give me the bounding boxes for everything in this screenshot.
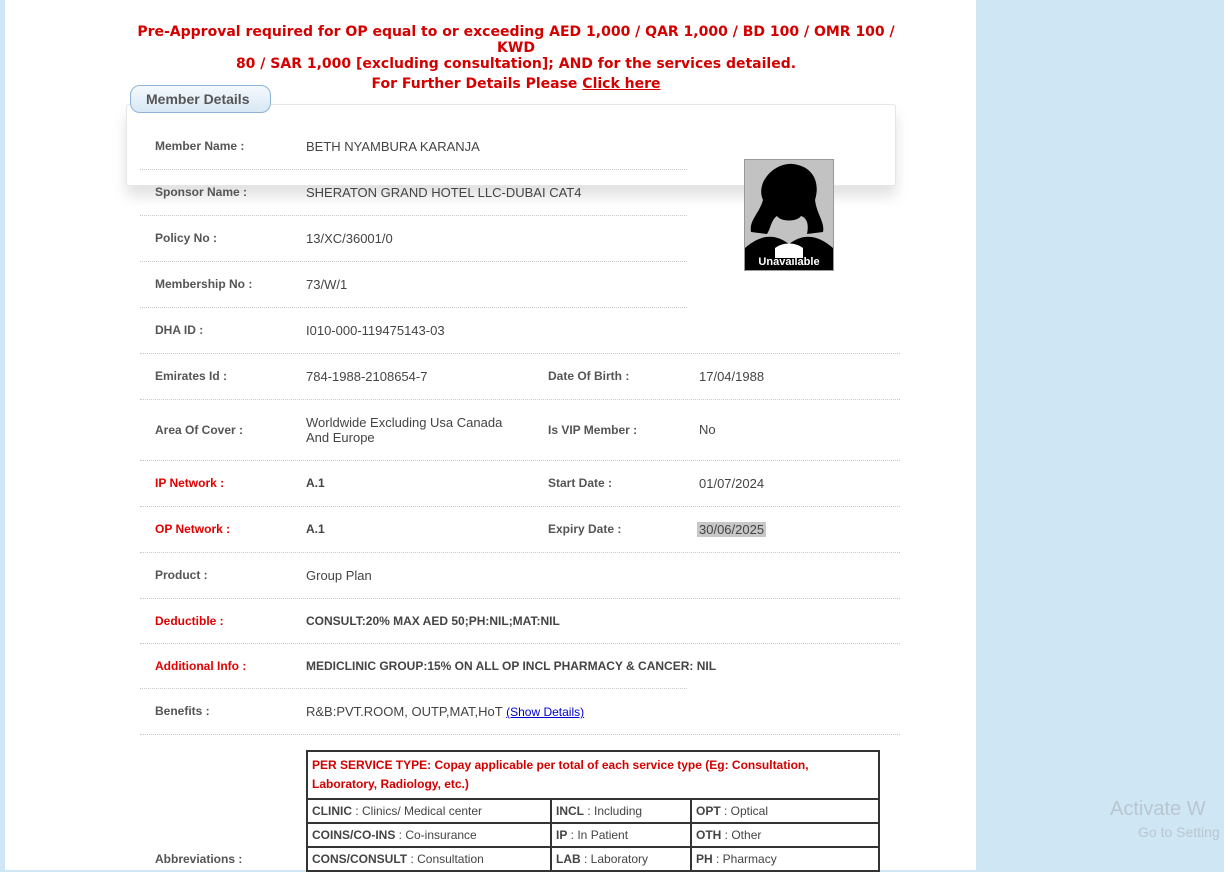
abbr-row bbox=[307, 823, 879, 847]
abbr-desc: : Clinics/ Medical center bbox=[352, 804, 483, 818]
op-network-value: A.1 bbox=[306, 522, 325, 536]
abbr-key: CONS/CONSULT bbox=[312, 852, 408, 866]
product-label: Product : bbox=[155, 568, 208, 582]
row-deductible bbox=[140, 598, 900, 644]
abbr-key: PH bbox=[696, 852, 713, 866]
abbr-key: CLINIC bbox=[312, 804, 352, 818]
membership-no-label: Membership No : bbox=[155, 277, 253, 291]
date-of-birth-label: Date Of Birth : bbox=[548, 369, 630, 383]
additional-info-value: MEDICLINIC GROUP:15% ON ALL OP INCL PHARMACY & CANCER: NIL bbox=[306, 659, 717, 673]
sponsor-name-label: Sponsor Name : bbox=[155, 185, 248, 199]
start-date-label: Start Date : bbox=[548, 476, 613, 490]
ip-network-value: A.1 bbox=[306, 476, 325, 490]
member-details-tab: Member Details bbox=[130, 85, 271, 113]
row-product bbox=[140, 552, 900, 599]
abbreviations-label: Abbreviations : bbox=[155, 852, 243, 866]
abbr-key: COINS/CO-INS bbox=[312, 828, 396, 842]
row-policy-no bbox=[140, 215, 687, 262]
op-network-label: OP Network : bbox=[155, 522, 231, 536]
abbr-cell bbox=[307, 847, 551, 871]
activate-windows-watermark: Activate W bbox=[1110, 798, 1206, 820]
row-emirates-dob bbox=[140, 353, 900, 400]
deductible-value: CONSULT:20% MAX AED 50;PH:NIL;MAT:NIL bbox=[306, 614, 560, 628]
abbr-desc: : Consultation bbox=[407, 852, 484, 866]
click-here-link[interactable]: Click here bbox=[582, 76, 661, 92]
member-photo-placeholder bbox=[744, 159, 834, 271]
benefits-label: Benefits : bbox=[155, 704, 210, 718]
abbr-key: OTH bbox=[696, 828, 722, 842]
area-of-cover-label: Area Of Cover : bbox=[155, 423, 244, 437]
expiry-date-value: 30/06/2025 bbox=[699, 522, 765, 537]
abbr-key: OPT bbox=[696, 804, 721, 818]
abbr-cell bbox=[691, 823, 879, 847]
abbr-desc: : Co-insurance bbox=[395, 828, 477, 842]
policy-no-label: Policy No : bbox=[155, 231, 218, 245]
avatar-silhouette-icon bbox=[745, 160, 833, 270]
abbr-desc: : Optical bbox=[720, 804, 769, 818]
expiry-date-label: Expiry Date : bbox=[548, 522, 622, 536]
abbreviations-table bbox=[306, 750, 880, 872]
activate-windows-subtext: Go to Setting bbox=[1138, 824, 1220, 840]
notice-line-2: 80 / SAR 1,000 [excluding consultation]; AND for the services detailed. bbox=[235, 56, 797, 72]
abbr-desc: : Other bbox=[721, 828, 762, 842]
vip-member-value: No bbox=[699, 422, 716, 437]
row-sponsor-name bbox=[140, 169, 687, 216]
abbr-cell bbox=[551, 823, 691, 847]
abbr-cell bbox=[551, 847, 691, 871]
row-op-expiry bbox=[140, 506, 900, 553]
abbr-desc: : Laboratory bbox=[580, 852, 649, 866]
row-benefits bbox=[140, 688, 900, 735]
policy-no-value: 13/XC/36001/0 bbox=[306, 231, 393, 246]
membership-no-value: 73/W/1 bbox=[306, 277, 348, 292]
area-of-cover-line-2: And Europe bbox=[306, 430, 375, 445]
abbr-desc: : In Patient bbox=[567, 828, 629, 842]
row-additional-info bbox=[140, 643, 717, 689]
benefits-value bbox=[306, 704, 584, 719]
start-date-value: 01/07/2024 bbox=[699, 476, 765, 491]
area-of-cover-value bbox=[306, 415, 502, 445]
show-details-link[interactable]: (Show Details) bbox=[506, 705, 585, 719]
member-name-label: Member Name : bbox=[155, 139, 245, 153]
ip-network-label: IP Network : bbox=[155, 476, 225, 490]
abbr-key: INCL bbox=[556, 804, 584, 818]
abbr-row bbox=[307, 847, 879, 871]
abbr-cell bbox=[307, 823, 551, 847]
abbr-cell bbox=[551, 799, 691, 823]
notice-line-1: Pre-Approval required for OP equal to or exceeding AED 1,000 / QAR 1,000 / BD 100 / OMR 100 / KWD bbox=[137, 24, 895, 56]
notice-line-3-prefix: For Further Details Please bbox=[371, 76, 583, 92]
row-dha-id bbox=[140, 307, 900, 354]
abbr-desc: : Including bbox=[584, 804, 643, 818]
deductible-label: Deductible : bbox=[155, 614, 224, 628]
abbr-cell bbox=[307, 799, 551, 823]
preapproval-notice bbox=[128, 24, 904, 92]
abbr-header-row bbox=[307, 751, 879, 799]
product-value: Group Plan bbox=[306, 568, 372, 583]
sponsor-name-value: SHERATON GRAND HOTEL LLC-DUBAI CAT4 bbox=[306, 185, 582, 200]
member-name-value: BETH NYAMBURA KARANJA bbox=[306, 139, 480, 154]
abbr-header: PER SERVICE TYPE: Copay applicable per total of each service type (Eg: Consultation, Laboratory, Radiology, etc.) bbox=[307, 751, 879, 799]
dha-id-value: I010-000-119475143-03 bbox=[306, 323, 445, 338]
photo-caption: Unavailable bbox=[758, 256, 820, 268]
area-of-cover-line-1: Worldwide Excluding Usa Canada bbox=[306, 415, 503, 430]
row-area-vip bbox=[140, 399, 900, 461]
abbr-row bbox=[307, 799, 879, 823]
benefits-text: R&B:PVT.ROOM, OUTP,MAT,HoT bbox=[306, 704, 503, 719]
additional-info-label: Additional Info : bbox=[155, 659, 247, 673]
abbr-key: LAB bbox=[556, 852, 581, 866]
abbr-cell bbox=[691, 847, 879, 871]
row-ip-start bbox=[140, 460, 900, 507]
date-of-birth-value: 17/04/1988 bbox=[699, 369, 765, 384]
row-member-name bbox=[140, 122, 687, 170]
abbr-desc: : Pharmacy bbox=[712, 852, 777, 866]
dha-id-label: DHA ID : bbox=[155, 323, 204, 337]
row-membership-no bbox=[140, 261, 687, 308]
emirates-id-label: Emirates Id : bbox=[155, 369, 228, 383]
abbr-key: IP bbox=[556, 828, 568, 842]
abbr-cell bbox=[691, 799, 879, 823]
emirates-id-value: 784-1988-2108654-7 bbox=[306, 369, 428, 384]
vip-member-label: Is VIP Member : bbox=[548, 423, 638, 437]
